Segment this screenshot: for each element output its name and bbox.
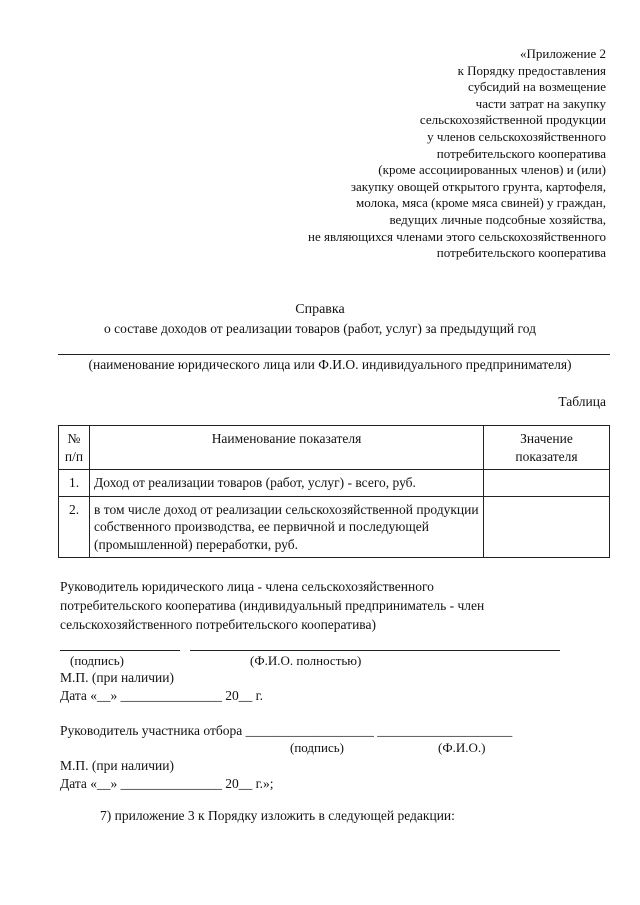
signature2-date: Дата «__» _______________ 20__ г.»; (60, 776, 274, 791)
row-name: в том числе доход от реализации сельскохозяйственной продукции собственного производства, ее первичной и последующей (промышленной) переработки, руб. (90, 496, 484, 558)
signature1-fio-label: (Ф.И.О. полностью) (250, 653, 362, 668)
header-value-line: показателя (515, 448, 578, 464)
signature1-line: сельскохозяйственного потребительского кооператива) (60, 617, 376, 632)
row-name: Доход от реализации товаров (работ, услуг) - всего, руб. (90, 470, 484, 497)
header-line: молока, мяса (кроме мяса свиней) у граждан, (356, 195, 606, 211)
header-line: не являющихся членами этого сельскохозяйственного (308, 228, 606, 244)
amendment-text: 7) приложение 3 к Порядку изложить в следующей редакции: (100, 808, 455, 823)
signature1-stamp: М.П. (при наличии) (60, 670, 174, 685)
header-line: (кроме ассоциированных членов) и (или) (378, 162, 606, 178)
table-row (59, 496, 610, 558)
signature1-sign-line[interactable] (60, 650, 180, 651)
header-line: потребительского кооператива (436, 245, 606, 261)
header-value (484, 426, 610, 470)
header-line: сельскохозяйственной продукции (419, 112, 606, 128)
header-line: у членов сельскохозяйственного (427, 128, 606, 144)
header-line: закупку овощей открытого грунта, картофеля, (350, 178, 606, 194)
document-title: Справка (295, 302, 345, 317)
header-name: Наименование показателя (90, 426, 484, 470)
table-label: Таблица (558, 394, 606, 409)
header-line: ведущих личные подсобные хозяйства, (389, 211, 606, 227)
header-num-line: № (67, 431, 81, 446)
header-num (59, 426, 90, 470)
header-num-line: п/п (64, 448, 84, 464)
name-caption: (наименование юридического лица или Ф.И.О. индивидуального предпринимателя) (88, 357, 572, 372)
table-row (59, 470, 610, 497)
signature2-fio-label: (Ф.И.О.) (438, 740, 486, 755)
signature1-sign-label: (подпись) (70, 653, 124, 668)
income-table (58, 425, 610, 558)
signature1-date: Дата «__» _______________ 20__ г. (60, 688, 264, 703)
row-num: 1. (59, 470, 90, 497)
document-subtitle: о составе доходов от реализации товаров (работ, услуг) за предыдущий год (104, 321, 536, 336)
header-line: «Приложение 2 (519, 46, 606, 61)
header-line: части затрат на закупку (475, 95, 606, 111)
signature2-sign-label: (подпись) (290, 740, 344, 755)
row-value[interactable] (484, 496, 610, 558)
row-value[interactable] (484, 470, 610, 497)
row-num: 2. (59, 496, 90, 558)
table-header-row (59, 426, 610, 470)
signature1-fio-line[interactable] (190, 650, 560, 651)
header-line: потребительского кооператива (436, 145, 606, 161)
signature2-stamp: М.П. (при наличии) (60, 758, 174, 773)
signature1-line: потребительского кооператива (индивидуальный предприниматель - член (60, 598, 485, 613)
header-value-line: Значение (520, 431, 573, 446)
appendix-header (308, 46, 606, 262)
signature1-line: Руководитель юридического лица - члена сельскохозяйственного (60, 579, 434, 594)
header-line: субсидий на возмещение (468, 79, 606, 95)
name-underline (58, 354, 610, 355)
header-line: к Порядку предоставления (457, 62, 606, 78)
signature2-label: Руководитель участника отбора ___________________ ____________________ (60, 723, 513, 738)
